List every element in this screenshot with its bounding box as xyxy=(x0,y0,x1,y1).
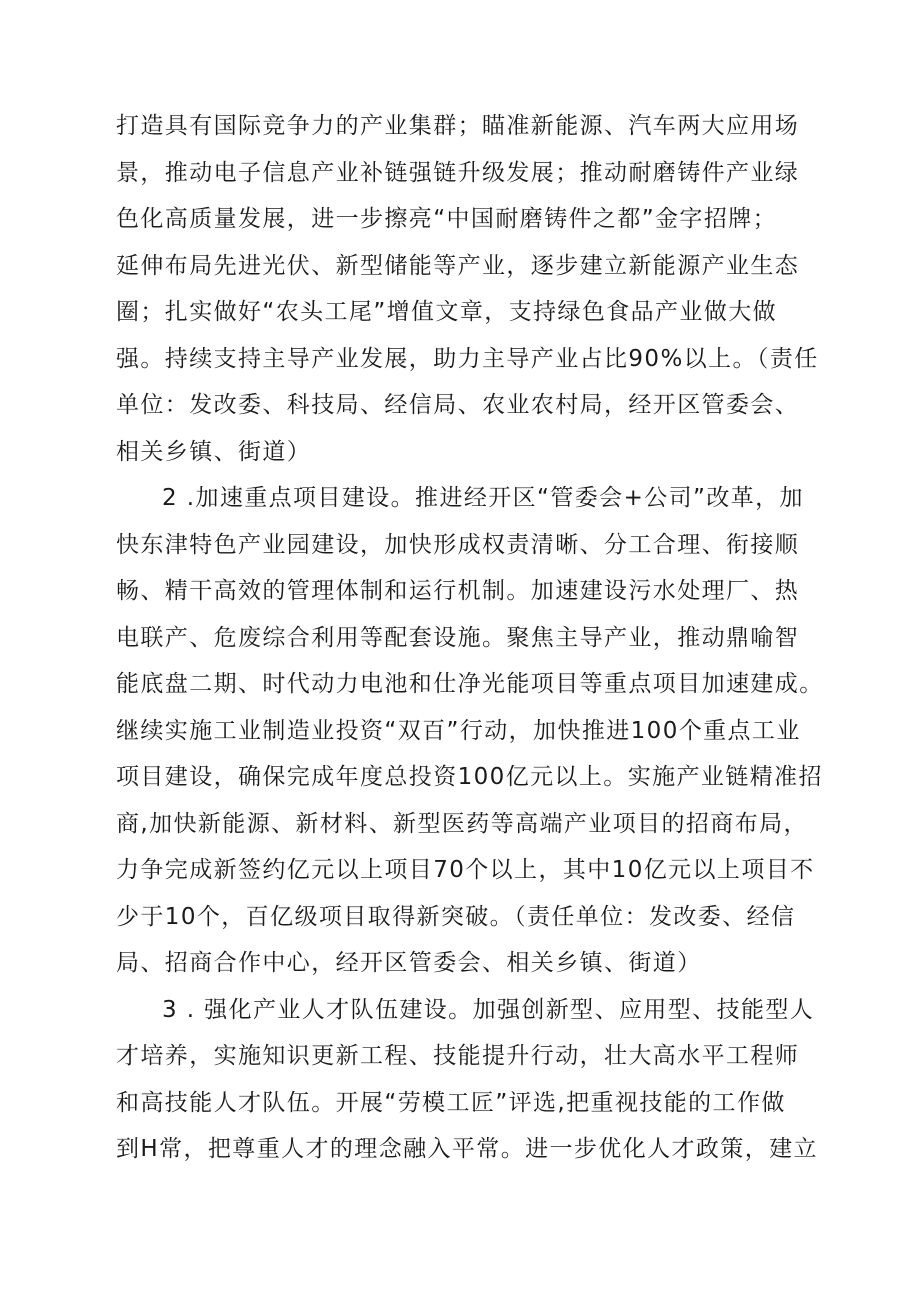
text-line: 延伸布局先进光伏、新型储能等产业，逐步建立新能源产业生态 xyxy=(116,252,800,279)
text-line: 景，推动电子信息产业补链强链升级发展；推动耐磨铸件产业绿 xyxy=(116,159,800,186)
text-line: 单位：发改委、科技局、经信局、农业农村局，经开区管委会、 xyxy=(116,392,800,418)
text-line: 畅、精干高效的管理体制和运行机制。加速建设污水处理厂、热 xyxy=(116,578,800,604)
text-line: 商,加快新能源、新材料、新型医药等高端产业项目的招商布局， xyxy=(116,810,808,837)
paragraph-key-projects xyxy=(116,475,828,987)
text-line: 能底盘二期、时代动力电池和仕净光能项目等重点项目加速建成。 xyxy=(116,671,824,697)
paragraph-talent-team xyxy=(116,987,828,1173)
paragraph-industrial-clusters xyxy=(116,103,828,475)
text-line: 到H常，把尊重人才的理念融入平常。进一步优化人才政策，建立 xyxy=(116,1136,818,1162)
text-line: 强。持续支持主导产业发展，助力主导产业占比90%以上。（责任 xyxy=(116,345,819,372)
text-line: 局、招商合作中心，经开区管委会、相关乡镇、街道） xyxy=(116,950,702,976)
text-line: 继续实施工业制造业投资“双百”行动，加快推进100个重点工业 xyxy=(116,717,801,744)
text-line: 圈；扎实做好“农头工尾”增值文章，支持绿色食品产业做大做 xyxy=(116,299,778,325)
text-line: 和高技能人才队伍。开展“劳模工匠”评选,把重视技能的工作做 xyxy=(116,1089,786,1116)
text-line: 打造具有国际竞争力的产业集群；瞄准新能源、汽车两大应用场 xyxy=(116,113,800,139)
paragraph-first-line: 2 .加速重点项目建设。推进经开区“管委会+公司”改革，加 xyxy=(162,485,804,511)
paragraph-first-line: 3 . 强化产业人才队伍建设。加强创新型、应用型、技能型人 xyxy=(162,996,815,1023)
text-line: 少于10个，百亿级项目取得新突破。（责任单位：发改委、经信 xyxy=(116,903,796,930)
text-line: 相关乡镇、街道） xyxy=(116,438,312,465)
text-line: 项目建设，确保完成年度总投资100亿元以上。实施产业链精准招 xyxy=(116,764,823,790)
text-line: 电联产、危废综合利用等配套设施。聚焦主导产业，推动鼎喻智 xyxy=(116,624,800,651)
text-line: 快东津特色产业园建设，加快形成权责清晰、分工合理、衔接顺 xyxy=(116,531,800,558)
document-body xyxy=(116,103,828,1173)
text-line: 才培养，实施知识更新工程、技能提升行动，壮大高水平工程师 xyxy=(116,1043,800,1069)
text-line: 力争完成新签约亿元以上项目70个以上，其中10亿元以上项目不 xyxy=(116,857,815,883)
text-line: 色化高质量发展，进一步擦亮“中国耐磨铸件之都”金字招牌； xyxy=(116,206,778,232)
